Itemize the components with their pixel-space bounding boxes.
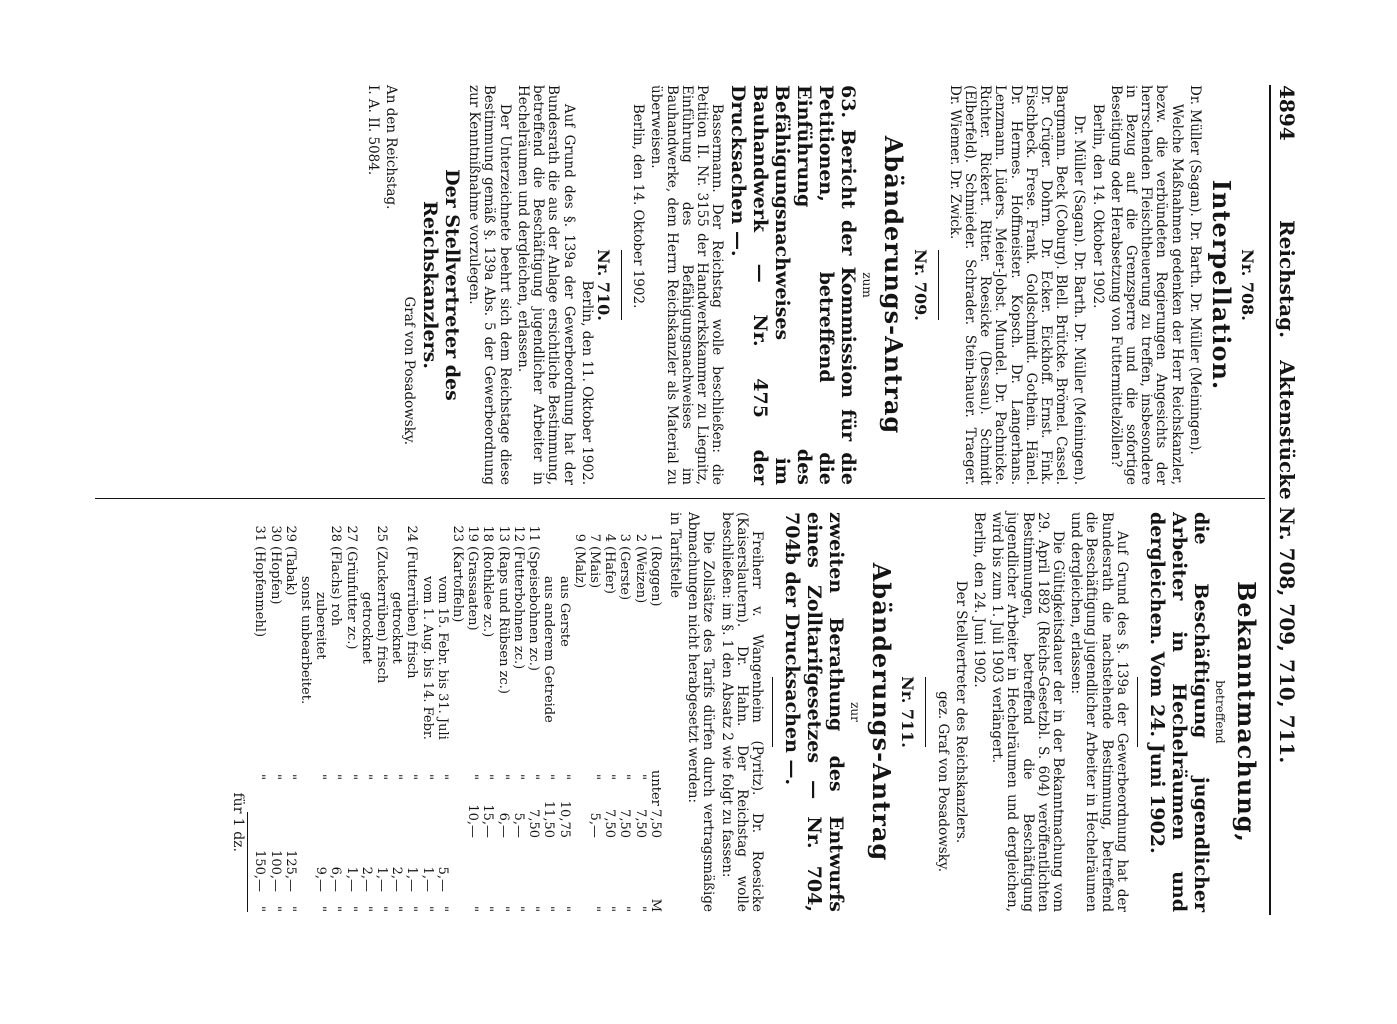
tariff-item-label: (Malz) (571, 546, 587, 589)
tariff-value-secondary: 1,— (419, 866, 435, 892)
tariff-unit: " (632, 906, 648, 912)
interpellation-authors: Dr. Müller (Sagan). Dr. Barth. Dr. Müller (Meiningen). (1186, 85, 1203, 455)
tariff-row (496, 512, 511, 912)
tariff-row (632, 512, 647, 912)
tariff-item-label: (Raps und Rübsen zc.) (495, 546, 511, 694)
n711-text1: Freiherr v. Wangenheim (Pyritz). Dr. Roesicke (Kaiserslautern). Dr. Hahn. Der Reichstag wolle beschließen: im §. 1 den Absatz 2 wie folgt zu fassen: (718, 512, 765, 912)
tariff-value-primary: 7,50 (632, 809, 648, 838)
tariff-row (267, 512, 282, 912)
tariff-row (389, 512, 404, 912)
tariff-item-number: 2 (632, 533, 648, 542)
tariff-qualifier: " (419, 774, 435, 780)
bekanntmachung-subtitle: die Beschäftigung jugendlicher Arbeiter in Hechelräumen und dergleichen. Vom 24. Juni 1902. (1145, 512, 1212, 912)
tariff-unit (298, 892, 313, 912)
tariff-qualifier: " (252, 774, 268, 780)
tariff-item-label: (Roggen) (647, 546, 663, 607)
tariff-row (404, 512, 419, 912)
tariff-item-number (556, 512, 571, 546)
tariff-value-primary (252, 784, 267, 838)
tariff-value-secondary: 5,— (434, 866, 450, 892)
tariff-unit: " (252, 906, 268, 912)
tariff-qualifier: " (374, 774, 390, 780)
tariff-qualifier (450, 770, 465, 784)
tariff-row (374, 512, 389, 912)
n710-text1: Auf Grund des §. 139a der Gewerbeordnung hat der Bundesrath die aus der Anlage ersichtliche Bestimmung, betreffend die Beschäftigung jugendlicher Arbeiter in Hechelräumen und dergleichen, erlassen. (514, 85, 577, 485)
tariff-row (252, 512, 267, 912)
n710-signature-title: Der Stellvertreter des Reichskanzlers. (419, 169, 464, 401)
tariff-qualifier: " (343, 774, 359, 780)
tariff-qualifier: " (586, 774, 602, 780)
n710-reference: I. A. II. 5084. (364, 85, 381, 176)
tariff-unit: " (465, 906, 481, 912)
tariff-item-number: 27 (343, 525, 359, 542)
tariff-value-secondary (632, 838, 647, 892)
tariff-value-primary: 7,50 (617, 809, 633, 838)
tariff-item-label: sonst unbearbeitet. (298, 576, 314, 705)
tariff-item-label: (Grassaaten) (465, 546, 481, 631)
n710-addressee: An den Reichstag. (382, 85, 399, 210)
tariff-item-number (313, 512, 328, 546)
tariff-item-label: (Zuckerrüben) frisch (374, 546, 390, 684)
tariff-item-label: (Speisebohnen zc.) (526, 546, 542, 671)
tariff-qualifier: " (526, 774, 542, 780)
n709-number: Nr. 709. (910, 249, 930, 321)
tariff-value-secondary (556, 838, 571, 892)
tariff-qualifier: " (495, 774, 511, 780)
tariff-unit: " (526, 906, 542, 912)
tariff-value-secondary (298, 838, 313, 892)
tariff-unit: " (556, 906, 572, 912)
tariff-item-number (298, 512, 313, 546)
tariff-row (511, 512, 526, 912)
interpellation-date: Berlin, den 14. Oktober 1902. (1089, 103, 1106, 309)
tariff-item-label: (Mais) (586, 546, 602, 589)
tariff-item-label: (Rothklee zc.) (480, 546, 496, 638)
interpellation-text: Welche Maßnahmen gedenken der Herr Reichskanzler, bezw. die verbündeten Regierungen Angesichts der herrschenden Fleischtheuerung zu treffen, insbesondere in Bezug auf die Grenzsperre und die sofortige Beseitigung oder Herabsetzung von Futtermittelzöllen? (1107, 85, 1185, 485)
tariff-item-label: (Hopfen) (267, 546, 283, 605)
tariff-row (435, 512, 450, 912)
tariff-item-label: (Hopfenmehl) (252, 546, 268, 638)
tariff-item-number: 4 (602, 533, 618, 542)
tariff-qualifier: " (632, 774, 648, 780)
tariff-item-number: 1 (647, 533, 663, 542)
tariff-unit: " (374, 906, 390, 912)
bekanntmachung-signature-name: gez. Graf von Posadowsky. (934, 691, 951, 872)
tariff-qualifier: " (602, 774, 618, 780)
header-title-left: Reichstag. (1275, 220, 1299, 339)
tariff-unit: " (480, 906, 496, 912)
tariff-item-label: (Gerste) (617, 546, 633, 601)
interpellation-supporters: Bargmann. Beck (Coburg). Blell. Brütcke. Brömel. Cassel. Dr. Crüger. Dohrn. Dr. Ecker. Eickhoff. Ernst. Fink. Fischbeck. Frese. Frank. Goldschmidt. Gothein. Hänel. Dr. Hermes. Hoffmeister. Kopsch. Dr. Langerhans. Lenzmann. Lüders. Meier-Jobst. Mundel. Dr. Pachnicke. Richter. Rickert. Ritter. Roesicke (Dessau). Schmidt (Elberfeld). Schmieder. Schrader. Stein-hauer. Traeger. Dr. Wiemer. Dr. Zwick. (946, 85, 1070, 485)
tariff-unit: " (389, 906, 405, 912)
n711-text2: Die Zollsätze des Tarifs dürfen durch vertragsmäßige Abmachungen nicht herabgesetzt werden: (685, 512, 717, 912)
tariff-value-secondary: 125,— (282, 850, 298, 892)
tariff-value-primary: 7,50 (647, 809, 663, 838)
tariff-item-number: 28 (328, 525, 344, 542)
tariff-row (313, 512, 328, 912)
tariff-unit: " (617, 906, 633, 912)
tariff-qualifier: " (282, 774, 298, 780)
tariff-item-number: 7 (586, 533, 602, 542)
tariff-qualifier: " (267, 774, 283, 780)
bekanntmachung-date: Berlin, den 24. Juni 1902. (970, 512, 987, 688)
tariff-value-secondary (465, 838, 480, 892)
tariff-item-label: (Kartoffeln) (450, 546, 466, 623)
n711-zur: zur (848, 702, 863, 722)
tariff-value-primary: 5,— (586, 812, 602, 838)
tariff-table (252, 512, 662, 912)
bekanntmachung-title: Bekanntmachung, (1232, 581, 1261, 843)
tariff-unit: " (434, 906, 450, 912)
tariff-unit: " (282, 906, 298, 912)
tariff-row (617, 512, 632, 912)
tariff-item-label: getrocknet (358, 592, 374, 664)
tariff-value-secondary (617, 838, 632, 892)
tariff-value-secondary (450, 838, 465, 892)
page-number: 4894 (1275, 85, 1299, 141)
tariff-item-label: aus anderem Getreide (541, 576, 557, 723)
tariff-value-secondary: 1,— (343, 866, 359, 892)
tariff-item-label: aus Gerste (556, 576, 572, 647)
tariff-qualifier: " (358, 774, 374, 780)
tariff-value-primary: 15,— (480, 804, 496, 838)
tariff-row (587, 512, 602, 912)
tariff-unit: " (510, 906, 526, 912)
tariff-item-number: 12 (510, 525, 526, 542)
tariff-value-primary (389, 784, 404, 838)
tariff-unit: " (586, 906, 602, 912)
tariff-value-primary: 10,— (465, 804, 481, 838)
tariff-value-primary: 7,50 (602, 809, 618, 838)
tariff-unit: " (313, 906, 329, 912)
tariff-row (465, 512, 480, 912)
tariff-item-number (359, 512, 374, 546)
tariff-row (298, 512, 313, 912)
tariff-value-primary (359, 784, 374, 838)
tariff-row (283, 512, 298, 912)
n711-subtitle: zweiten Berathung des Entwurfs eines Zolltarifgesetzes — Nr. 704, 704b der Drucksachen —. (780, 512, 847, 912)
section-rule (938, 250, 939, 320)
tariff-unit: " (602, 906, 618, 912)
tariff-qualifier: " (434, 774, 450, 780)
tariff-item-number: 29 (282, 525, 298, 542)
tariff-qualifier (572, 770, 587, 784)
tariff-value-secondary: 6,— (328, 866, 344, 892)
page-header (1269, 85, 1305, 915)
tariff-value-secondary (648, 838, 663, 892)
tariff-item-number (389, 512, 404, 546)
tariff-value-secondary (496, 838, 511, 892)
tariff-value-primary: 10,75 (556, 800, 572, 838)
tariff-value-primary (435, 784, 450, 838)
tariff-item-label: vom 15. Febr. bis 31. Juli (434, 576, 450, 740)
tariff-row (556, 512, 571, 912)
tariff-qualifier: " (556, 774, 572, 780)
header-title-right: Aktenstücke Nr. 708, 709, 710, 711. (1275, 360, 1299, 764)
bekanntmachung-text2: Die Gültigkeitsdauer der in der Bekanntmachung vom 29. April 1892 (Reichs-Gesetzbl. S. 604) veröffentlichten Bestimmungen, betreffend die Beschäftigung jugendlicher Arbeiter in Hechelräumen und dergleichen, wird bis zum 1. Juli 1903 verlängert. (989, 512, 1066, 912)
tariff-value-primary: 7,50 (526, 809, 542, 838)
tariff-intro: in Tarifstelle (666, 512, 683, 599)
interpellation-number: Nr. 708. (1238, 249, 1257, 321)
n710-text2: Der Unterzeichnete beehrt sich dem Reichstage diese Bestimmung gemäß §. 139a Abs. 5 der Gewerbeordnung zur Kenntnißnahme vorzulegen. (466, 85, 513, 485)
tariff-qualifier: " (510, 774, 526, 780)
tariff-item-label: zubereitet (313, 592, 329, 660)
tariff-row (450, 512, 465, 912)
interpellation-title: Interpellation. (1206, 179, 1236, 391)
tariff-value-primary (313, 784, 328, 838)
tariff-row (328, 512, 343, 912)
tariff-unit: " (419, 906, 435, 912)
tariff-value-secondary (587, 838, 602, 892)
tariff-item-label: (Futterrüben) frisch (404, 546, 420, 679)
tariff-row (480, 512, 495, 912)
tariff-row (541, 512, 556, 912)
n711-title: Abänderungs-Antrag (867, 562, 897, 862)
tariff-qualifier: " (313, 774, 329, 780)
tariff-value-primary (267, 784, 282, 838)
tariff-unit: " (343, 906, 359, 912)
tariff-item-number: 19 (465, 525, 481, 542)
tariff-qualifier: " (389, 774, 405, 780)
tariff-value-secondary (602, 838, 617, 892)
n709-date: Berlin, den 14. Oktober 1902. (630, 103, 647, 309)
tariff-item-label: getrocknet (389, 592, 405, 664)
n709-zum: zum (860, 272, 875, 298)
tariff-qualifier: " (541, 774, 557, 780)
tariff-value-primary (328, 784, 343, 838)
tariff-item-number: 31 (252, 525, 268, 542)
n710-date: Berlin, den 11. Oktober 1902. (578, 280, 595, 485)
tariff-value-primary (343, 784, 358, 838)
tariff-value-secondary: 2,— (389, 866, 405, 892)
tariff-row (343, 512, 358, 912)
tariff-qualifier: unter (647, 770, 663, 806)
tariff-value-secondary: 100,— (267, 850, 283, 892)
tariff-item-number: 23 (450, 525, 466, 542)
tariff-qualifier (298, 770, 313, 784)
tariff-item-number: 3 (617, 533, 633, 542)
tariff-item-number: 13 (495, 525, 511, 542)
n711-number: Nr. 711. (898, 676, 918, 748)
tariff-unit: " (328, 906, 344, 912)
tariff-qualifier: " (480, 774, 496, 780)
tariff-item-number: 11 (526, 525, 542, 542)
tariff-item-label: (Hafer) (602, 546, 618, 594)
tariff-row (572, 512, 587, 912)
tariff-qualifier: " (617, 774, 633, 780)
tariff-unit: " (541, 906, 557, 912)
tariff-value-primary (572, 784, 587, 838)
tariff-unit: " (267, 906, 283, 912)
interpellation-signatories: Dr. Müller (Sagan). Dr. Barth. Dr. Müller (Meiningen). (1071, 115, 1088, 485)
tariff-value-secondary: 1,— (404, 866, 420, 892)
tariff-value-primary: 11,50 (541, 800, 557, 838)
tariff-qualifier: " (404, 774, 420, 780)
tariff-value-secondary: 150,— (252, 850, 268, 892)
n710-signature-name: Graf von Posadowsky. (401, 296, 418, 445)
tariff-value-secondary (572, 838, 587, 892)
tariff-unit: " (495, 906, 511, 912)
tariff-value-secondary: 1,— (374, 866, 390, 892)
n709-text: Bassermann. Der Reichstag wolle beschließen: die Petition II. Nr. 3155 der Handwerkskammer zu Liegnitz, Einführung des Befähigungsnachweises im Bauhandwerke, dem Herrn Reichskanzler als Material zu überweisen. (648, 85, 726, 485)
tariff-unit (450, 892, 465, 912)
bekanntmachung-text1: Auf Grund des §. 139a der Gewerbeordnung hat der Bundesrath die nachstehende Bestimmung, betreffend die Beschäftigung jugendlicher Arbeiter in Hechelräumen und dergleichen, erlassen: (1068, 512, 1130, 912)
tariff-item-number (541, 512, 556, 546)
tariff-row (359, 512, 374, 912)
tariff-item-number: 24 (404, 525, 420, 542)
tariff-value-primary (374, 784, 389, 838)
column-right (100, 512, 1265, 912)
tariff-unit (572, 892, 587, 912)
n709-title: Abänderungs-Antrag (879, 135, 909, 435)
tariff-unit: " (404, 906, 420, 912)
tariff-item-number: 9 (571, 533, 587, 542)
tariff-value-secondary (541, 838, 556, 892)
tariff-row (648, 512, 663, 912)
tariff-item-label: (Grünfutter zc.) (343, 546, 359, 650)
tariff-item-label: (Flachs) roh (328, 546, 344, 626)
section-rule (772, 677, 773, 747)
section-rule (925, 677, 926, 747)
bekanntmachung-signature-title: Der Stellvertreter des Reichskanzlers. (952, 580, 969, 844)
tariff-value-primary (283, 784, 298, 838)
section-rule (621, 250, 622, 320)
n710-number: Nr. 710. (593, 249, 613, 321)
tariff-value-secondary: 9,— (313, 866, 329, 892)
tariff-row (419, 512, 434, 912)
tariff-unit: M (647, 898, 663, 912)
tariff-qualifier: " (465, 774, 481, 780)
column-divider (95, 498, 1265, 499)
tariff-item-label: vom 1. Aug. bis 14. Febr. (419, 576, 435, 740)
tariff-row (526, 512, 541, 912)
tariff-item-number: 18 (480, 525, 496, 542)
tariff-value-primary: 5,— (510, 812, 526, 838)
bekanntmachung-betreffend: betreffend (1213, 680, 1227, 744)
column-left (100, 85, 1265, 485)
section-rule (1137, 677, 1138, 747)
tariff-item-label: (Weizen) (632, 546, 648, 604)
tariff-bracket (247, 812, 248, 912)
tariff-item-number: 25 (374, 525, 390, 542)
tariff-value-primary (298, 784, 313, 838)
tariff-item-label: (Tabak) (282, 546, 298, 596)
tariff-qualifier: " (328, 774, 344, 780)
tariff-value-secondary (480, 838, 495, 892)
n709-subtitle: 63. Bericht der Kommission für die Petitionen, betreffend die Einführung des Befähigungsnachweises im Bauhandwerk — Nr. 475 der Drucksachen —. (727, 85, 860, 485)
tariff-item-number: 30 (267, 525, 283, 542)
tariff-row (602, 512, 617, 912)
tariff-value-primary (450, 784, 465, 838)
tariff-item-label: (Futterbohnen zc.) (510, 546, 526, 670)
tariff-value-primary (404, 784, 419, 838)
tariff-unit-note: für 1 dz. (230, 792, 247, 852)
tariff-value-primary: 6,— (495, 812, 511, 838)
tariff-value-secondary (526, 838, 541, 892)
tariff-unit: " (358, 906, 374, 912)
tariff-value-secondary (511, 838, 526, 892)
tariff-item-number (419, 512, 434, 546)
tariff-value-primary (419, 784, 434, 838)
tariff-value-secondary: 2,— (358, 866, 374, 892)
tariff-item-number (435, 512, 450, 546)
